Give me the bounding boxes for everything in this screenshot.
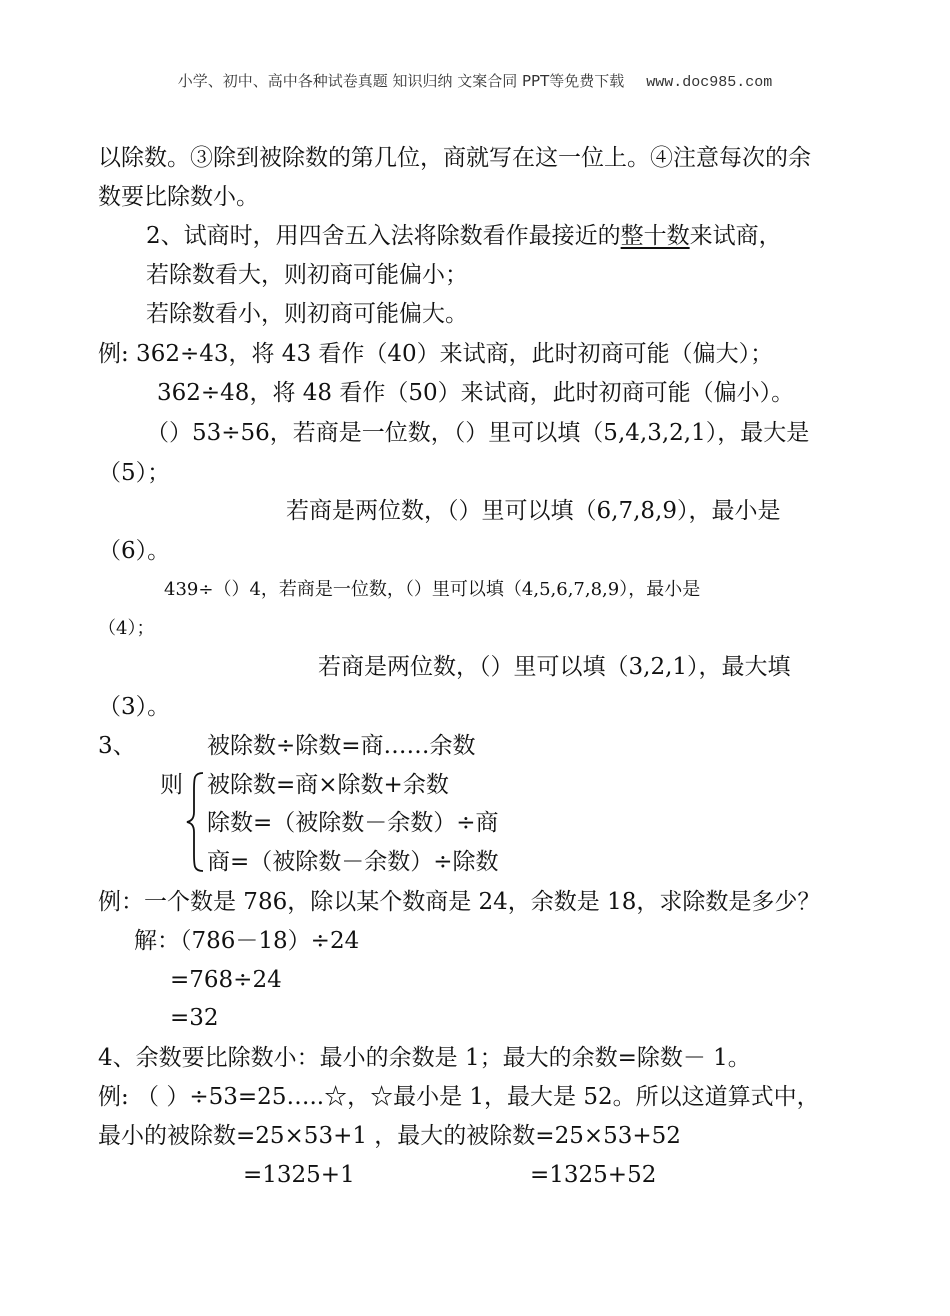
- header-text: 小学、初中、高中各种试卷真题 知识归纳 文案合同 PPT等免费下载: [177, 72, 625, 90]
- page-header: [0, 70, 950, 91]
- heading-part: 来试商，: [689, 223, 782, 249]
- formula-line: 除数=（被除数－余数）÷商: [207, 810, 499, 836]
- formula-line: 被除数=商×除数+余数: [207, 772, 449, 798]
- example-line: 例: （ ）÷53=25…..☆，☆最小是 1，最大是 52。所以这道算式中，: [98, 1084, 820, 1110]
- example-line: （6）。: [98, 538, 171, 564]
- curly-brace-icon: [185, 770, 207, 874]
- solution-line: =768÷24: [170, 967, 282, 993]
- text-line: 若除数看小，则初商可能偏大。: [146, 301, 468, 327]
- example-line: 362÷48，将 48 看作（50）来试商，此时初商可能（偏小）。: [157, 380, 795, 406]
- example-line: （3）。: [98, 694, 171, 720]
- division-formula: 被除数÷除数=商……余数: [207, 733, 476, 759]
- text-line: 数要比除数小。: [98, 184, 259, 210]
- example-line: （）53÷56，若商是一位数，（）里可以填（5,4,3,2,1），最大是: [146, 420, 810, 446]
- formula-line: 商=（被除数－余数）÷除数: [207, 849, 499, 875]
- text-line: 若除数看大，则初商可能偏小；: [146, 262, 468, 288]
- section-3-number: 3、: [98, 733, 136, 759]
- underlined-term: 整十数: [620, 223, 690, 249]
- section-4-heading: 4、余数要比除数小：最小的余数是 1；最大的余数=除数－ 1。: [98, 1045, 751, 1071]
- example-line: 若商是两位数，（）里可以填（3,2,1），最大填: [318, 654, 791, 680]
- section-2-heading: [146, 221, 782, 251]
- example-line: （5）；: [98, 460, 171, 486]
- then-label: 则: [160, 772, 183, 798]
- solution-line: =32: [170, 1005, 219, 1031]
- example-line: 例: 362÷43，将 43 看作（40）来试商，此时初商可能（偏大）；: [98, 341, 774, 367]
- example-line: 最小的被除数=25×53+1 ，最大的被除数=25×53+52: [98, 1123, 681, 1149]
- example-line: 若商是两位数，（）里可以填（6,7,8,9），最小是: [286, 498, 781, 524]
- header-url[interactable]: www.doc985.com: [646, 74, 773, 91]
- example-line: （4）；: [98, 618, 155, 639]
- text-line: 以除数。③除到被除数的第几位，商就写在这一位上。④注意每次的余: [98, 145, 811, 171]
- calc-line: =1325+52: [530, 1162, 657, 1188]
- solution-line: 解：（786－18）÷24: [134, 928, 360, 954]
- example-line: 439÷（）4，若商是一位数，（）里可以填（4,5,6,7,8,9），最小是: [164, 579, 701, 600]
- heading-part: 2、试商时，用四舍五入法将除数看作最接近的: [146, 223, 621, 249]
- calc-line: =1325+1: [243, 1162, 355, 1188]
- example-line: 例：一个数是 786，除以某个数商是 24，余数是 18，求除数是多少？: [98, 889, 821, 915]
